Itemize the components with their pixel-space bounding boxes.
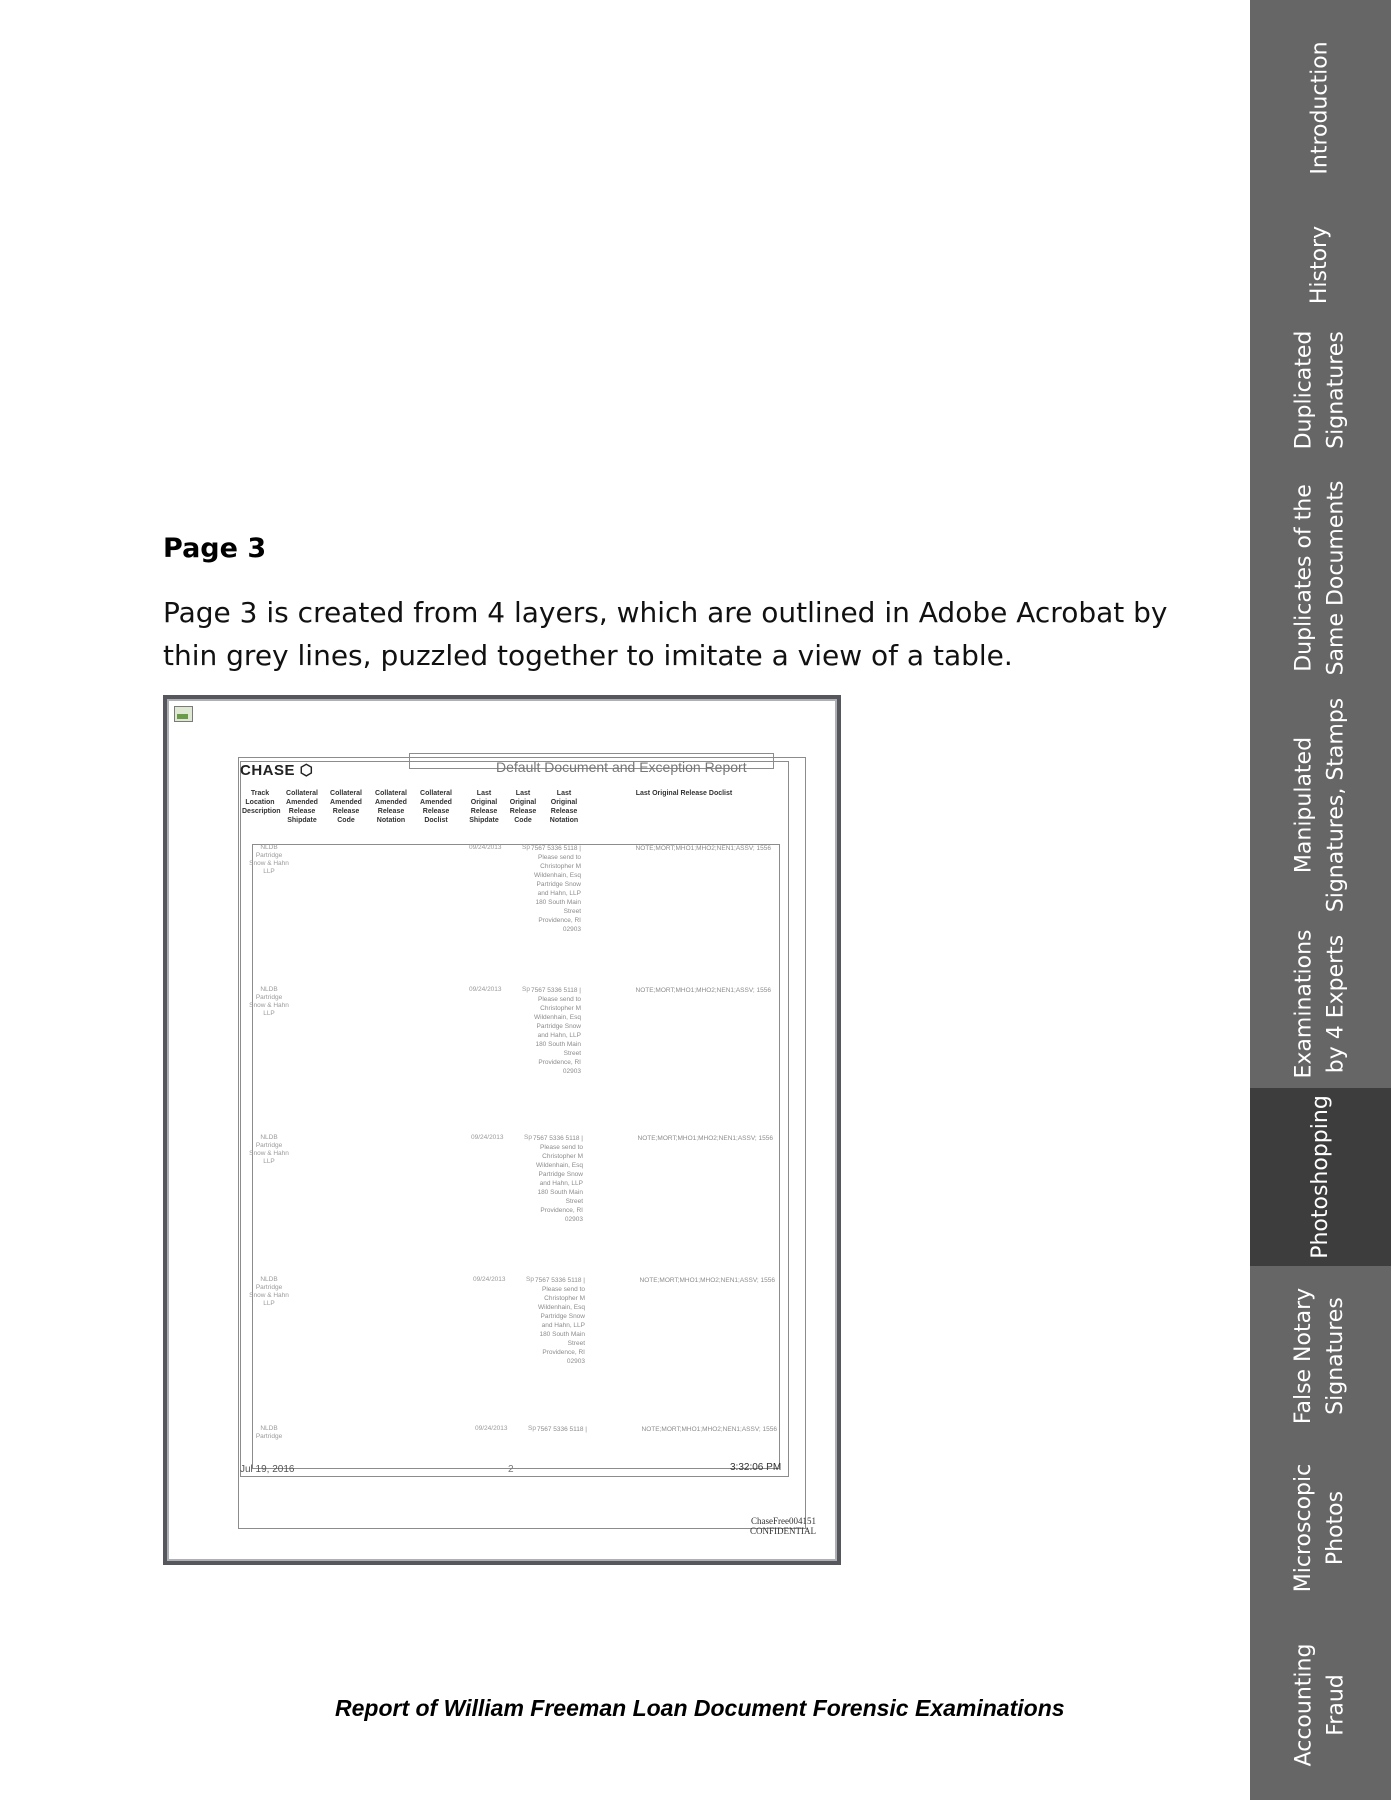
tab-label: History	[1307, 225, 1333, 305]
tab-duplicates-same-documents[interactable]	[1250, 465, 1391, 690]
tab-label: Accounting	[1291, 1643, 1317, 1767]
row-shipdate: 09/24/2013	[469, 844, 502, 851]
tab-label: Microscopic	[1291, 1463, 1317, 1593]
tab-photoshopping[interactable]	[1250, 1088, 1391, 1266]
scanned-report-image	[163, 695, 841, 1565]
row-code: Sp	[526, 1276, 534, 1283]
section-tab-sidebar	[1250, 0, 1391, 1800]
tab-false-notary-signatures[interactable]	[1250, 1266, 1391, 1446]
row-code: Sp	[522, 844, 530, 851]
page-heading: Page 3	[163, 533, 267, 564]
scan-footer-date: Jul 19, 2016	[240, 1464, 295, 1475]
tab-accounting-fraud[interactable]	[1250, 1610, 1391, 1800]
tab-label: Signatures	[1323, 331, 1349, 449]
row-description: NLDB Partridge Snow & Hahn LLP	[249, 1276, 289, 1307]
row-shipdate: 09/24/2013	[469, 986, 502, 993]
column-header: Collateral Amended Release Notation	[375, 790, 407, 824]
bates-number: ChaseFree004151	[751, 1516, 816, 1526]
row-code: Sp	[524, 1134, 532, 1141]
tab-label: Introduction	[1307, 40, 1333, 175]
tab-label: Duplicates of the	[1291, 483, 1317, 672]
tab-label: Manipulated	[1291, 736, 1317, 874]
row-notation: 7567 5336 5118 | Please send to Christopher M Wildenhain, Esq Partridge Snow and Hahn, LLP 180 South Main Street Providence, RI 02903	[532, 1135, 583, 1223]
tab-microscopic-photos[interactable]	[1250, 1446, 1391, 1610]
column-header: Last Original Release Code	[509, 790, 537, 824]
row-description: NLDB Partridge Snow & Hahn LLP	[249, 986, 289, 1017]
image-placeholder-icon	[174, 706, 193, 722]
row-code: Sp	[522, 986, 530, 993]
column-header: Last Original Release Doclist	[635, 790, 733, 797]
chase-logo: CHASE ⬡	[240, 762, 314, 779]
scan-footer-time: 3:32:06 PM	[730, 1462, 782, 1473]
row-shipdate: 09/24/2013	[471, 1134, 504, 1141]
column-header: Collateral Amended Release Code	[330, 790, 362, 824]
bates-label: CONFIDENTIAL	[750, 1526, 816, 1536]
column-header: Last Original Release Shipdate	[469, 790, 499, 824]
row-description: NLDB Partridge Snow & Hahn LLP	[249, 844, 289, 875]
row-doclist: NOTE;MORT;MHO1;MHO2;NEN1;ASSV; 1556	[635, 845, 771, 852]
layer-outline-3	[252, 844, 780, 1469]
tab-label: Fraud	[1323, 1674, 1349, 1736]
row-description: NLDB Partridge	[255, 1425, 283, 1440]
row-notation: 7567 5336 5118 | Please send to Christopher M Wildenhain, Esq Partridge Snow and Hahn, LLP 180 South Main Street Providence, RI 02903	[534, 1277, 585, 1365]
column-header: Last Original Release Notation	[549, 790, 579, 824]
tab-duplicated-signatures[interactable]	[1250, 315, 1391, 465]
row-shipdate: 09/24/2013	[473, 1276, 506, 1283]
scan-footer-page: 2	[508, 1464, 514, 1475]
row-description: NLDB Partridge Snow & Hahn LLP	[249, 1134, 289, 1165]
report-title: Default Document and Exception Report	[496, 759, 747, 775]
row-code: Sp	[528, 1425, 536, 1432]
tab-history[interactable]	[1250, 215, 1391, 315]
report-footer: Report of William Freeman Loan Document Forensic Examinations	[335, 1695, 1065, 1721]
bates-stamp	[728, 1516, 816, 1536]
row-doclist: NOTE;MORT;MHO1;MHO2;NEN1;ASSV; 1556	[641, 1426, 777, 1433]
tab-label: False Notary	[1291, 1287, 1317, 1425]
row-notation: 7567 5336 5118 |	[536, 1426, 587, 1433]
row-doclist: NOTE;MORT;MHO1;MHO2;NEN1;ASSV; 1556	[635, 987, 771, 994]
column-header: Track Location Description	[242, 790, 281, 815]
row-notation: 7567 5336 5118 | Please send to Christopher M Wildenhain, Esq Partridge Snow and Hahn, LLP 180 South Main Street Providence, RI 02903	[530, 845, 581, 933]
tab-label: Same Documents	[1323, 480, 1349, 675]
chase-octagon-icon: ⬡	[299, 762, 314, 779]
tab-label: Photoshopping	[1307, 1095, 1333, 1259]
row-notation: 7567 5336 5118 | Please send to Christopher M Wildenhain, Esq Partridge Snow and Hahn, LLP 180 South Main Street Providence, RI 02903	[530, 987, 581, 1075]
tab-examinations[interactable]	[1250, 920, 1391, 1088]
column-header: Collateral Amended Release Shipdate	[286, 790, 318, 824]
scan-page	[167, 699, 837, 1561]
tab-label: Examinations	[1291, 929, 1317, 1079]
row-doclist: NOTE;MORT;MHO1;MHO2;NEN1;ASSV; 1556	[639, 1277, 775, 1284]
tab-manipulated-signatures[interactable]	[1250, 690, 1391, 920]
tab-label: Photos	[1323, 1490, 1349, 1566]
tab-introduction[interactable]	[1250, 0, 1391, 215]
tab-label: Signatures	[1323, 1297, 1349, 1415]
tab-label: Signatures, Stamps	[1323, 697, 1349, 913]
row-doclist: NOTE;MORT;MHO1;MHO2;NEN1;ASSV; 1556	[637, 1135, 773, 1142]
row-shipdate: 09/24/2013	[475, 1425, 508, 1432]
tab-label: by 4 Experts	[1323, 934, 1349, 1074]
tab-label: Duplicated	[1291, 330, 1317, 450]
body-paragraph: Page 3 is created from 4 layers, which are outlined in Adobe Acrobat by thin grey lines, puzzled together to imitate a view of a table.	[163, 596, 1168, 672]
column-header: Collateral Amended Release Doclist	[420, 790, 452, 824]
